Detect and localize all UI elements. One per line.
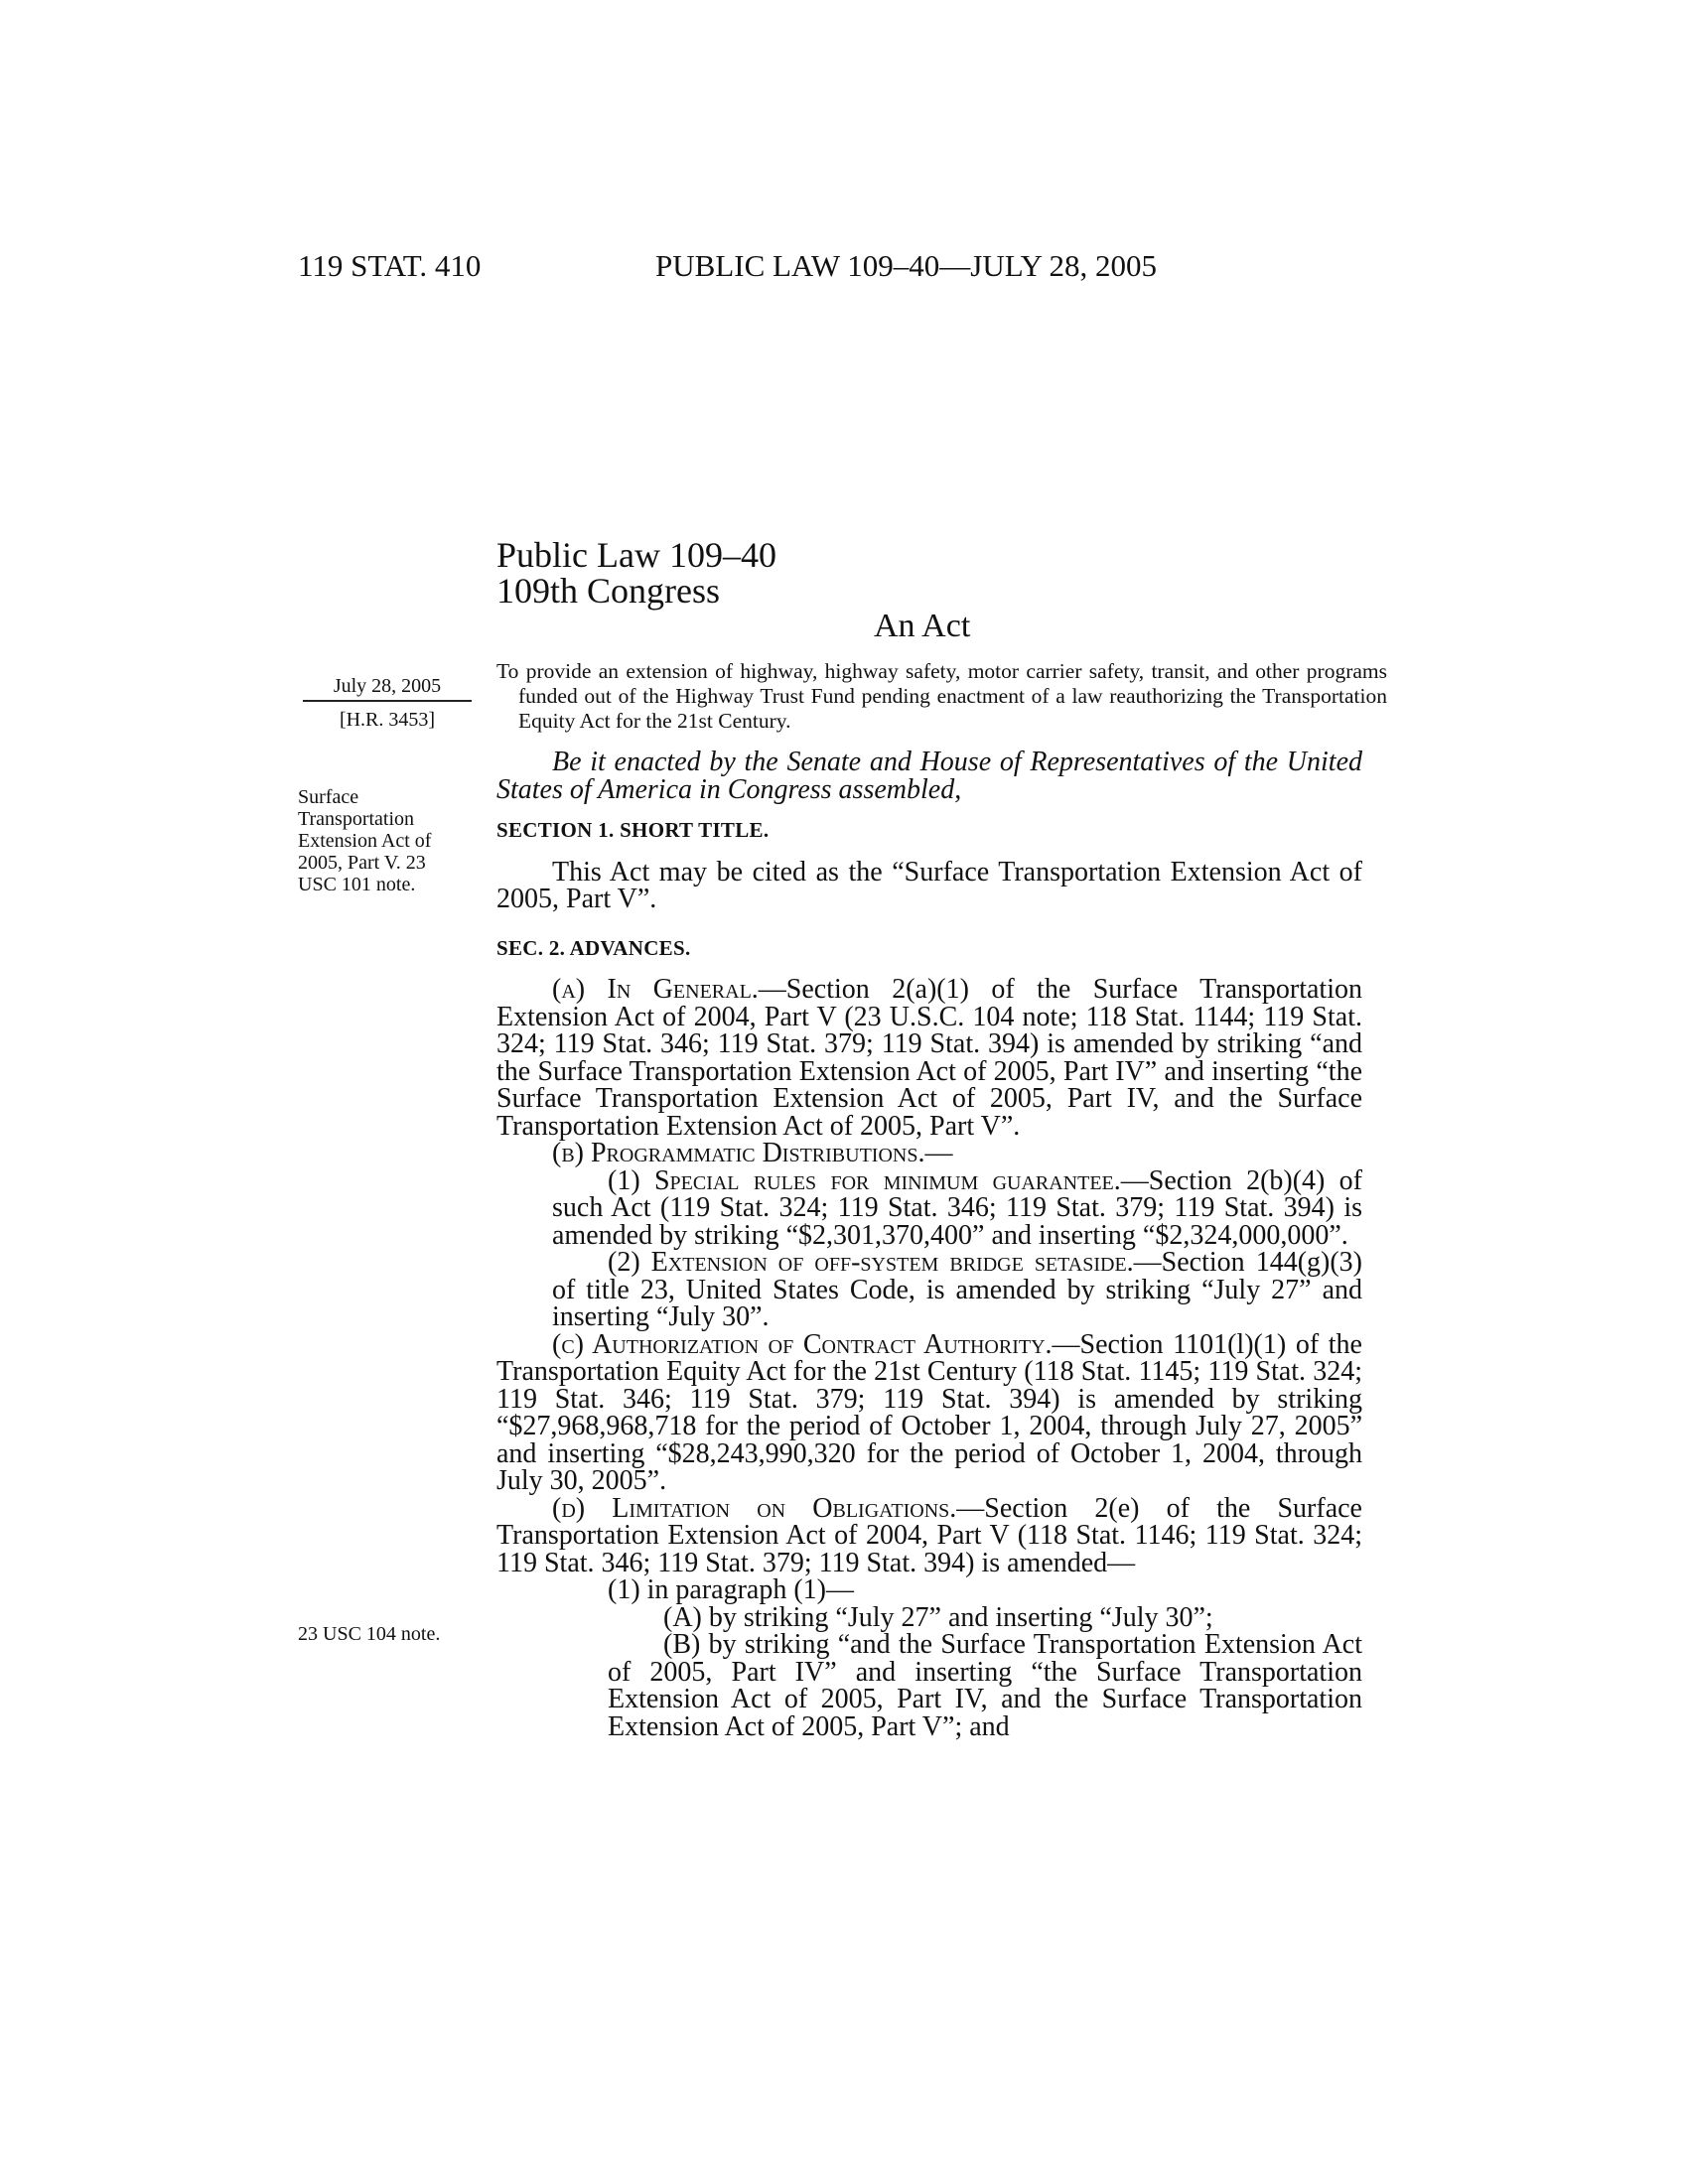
margin-note-date: July 28, 2005 (303, 675, 472, 702)
act-body (496, 749, 1362, 1740)
public-law-number: Public Law 109–40 (496, 535, 776, 575)
subsection-a-label: (a) In General. (552, 974, 759, 1005)
margin-note-bill: [H.R. 3453] (339, 709, 436, 731)
subsection-c-label: (c) Authorization of Contract Authority. (552, 1328, 1053, 1360)
congress-number: 109th Congress (496, 571, 720, 611)
margin-note-usc-104: 23 USC 104 note. (298, 1623, 441, 1645)
subsection-c (496, 1328, 1362, 1496)
section-1-heading: SECTION 1. SHORT TITLE. (496, 818, 770, 842)
subsection-b-text: — (924, 1138, 953, 1168)
subsection-a (496, 976, 1362, 1140)
paragraph-b1-text: —Section 2(b)(4) of such Act (119 Stat. 324; 119 Stat. 346; 119 Stat. 379; 119 Stat. 394) is amended by striking “$2,301,370,400” and inserting “$2,324,000,000”. (552, 1164, 1363, 1251)
margin-note-short-title: Surface Transportation Extension Act of 2005, Part V. 23 USC 101 note. (298, 786, 432, 895)
paragraph-b1-label: (1) Special rules for minimum guarantee. (608, 1164, 1121, 1196)
enacting-clause: Be it enacted by the Senate and House of Representatives of the United States of America in Congress assembled, (496, 747, 1362, 805)
subparagraph-d1-b: (B) by striking “and the Surface Transportation Extension Act of 2005, Part IV” and inserting “the Surface Transportation Extension Act of 2005, Part IV, and the Surface Transportation Extension Act of 2005, Part V”; and (608, 1629, 1362, 1742)
subsection-d-label: (d) Limitation on Obligations. (552, 1492, 957, 1524)
subsection-d-text: —Section 2(e) of the Surface Transportation Extension Act of 2004, Part V (118 Stat. 1146; 119 Stat. 324; 119 Stat. 346; 119 Stat. 379; 119 Stat. 394) is amended— (496, 1492, 1362, 1578)
section-2-heading: SEC. 2. ADVANCES. (496, 935, 691, 960)
subsection-d (496, 1492, 1362, 1578)
paragraph-b2 (496, 1249, 1362, 1331)
subparagraph-d1-a: (A) by striking “July 27” and inserting “July 30”; (663, 1601, 1213, 1633)
section-1-text: This Act may be cited as the “Surface Transportation Extension Act of 2005, Part V”. (496, 856, 1362, 914)
running-head-law-date: PUBLIC LAW 109–40—JULY 28, 2005 (655, 248, 1158, 283)
subsection-a-text: —Section 2(a)(1) of the Surface Transportation Extension Act of 2004, Part V (23 U.S.C. 104 note; 118 Stat. 1144; 119 Stat. 324; 119 Stat. 346; 119 Stat. 379; 119 Stat. 394) is amended by striking “and the Surface Transportation Extension Act of 2005, Part IV” and inserting “the Surface Transportation Extension Act of 2005, Part IV, and the Surface Transportation Extension Act of 2005, Part V”. (496, 974, 1362, 1142)
statute-page-reference: 119 STAT. 410 (298, 248, 482, 283)
subsection-b-label: (b) Programmatic Distributions. (552, 1138, 925, 1168)
paragraph-b2-text: —Section 144(g)(3) of title 23, United States Code, is amended by striking “July 27” and inserting “July 30”. (552, 1247, 1362, 1332)
an-act-title: An Act (874, 608, 971, 644)
paragraph-d1: (1) in paragraph (1)— (608, 1574, 855, 1605)
paragraph-b2-label: (2) Extension of off-system bridge setaside. (608, 1247, 1134, 1278)
subsection-c-text: —Section 1101(l)(1) of the Transportation Equity Act for the 21st Century (118 Stat. 1145; 119 Stat. 324; 119 Stat. 346; 119 Stat. 379; 119 Stat. 394) is amended by striking “$27,968,968,718 for the period of October 1, 2004, through July 27, 2005” and inserting “$28,243,990,320 for the period of October 1, 2004, through July 30, 2005”. (496, 1328, 1362, 1496)
subsection-b (496, 1140, 1362, 1167)
act-purpose: To provide an extension of highway, highway safety, motor carrier safety, transit, and other programs funded out of the Highway Trust Fund pending enactment of a law reauthorizing the Transportation Equity Act for the 21st Century. (496, 659, 1387, 733)
paragraph-b1 (496, 1164, 1363, 1251)
